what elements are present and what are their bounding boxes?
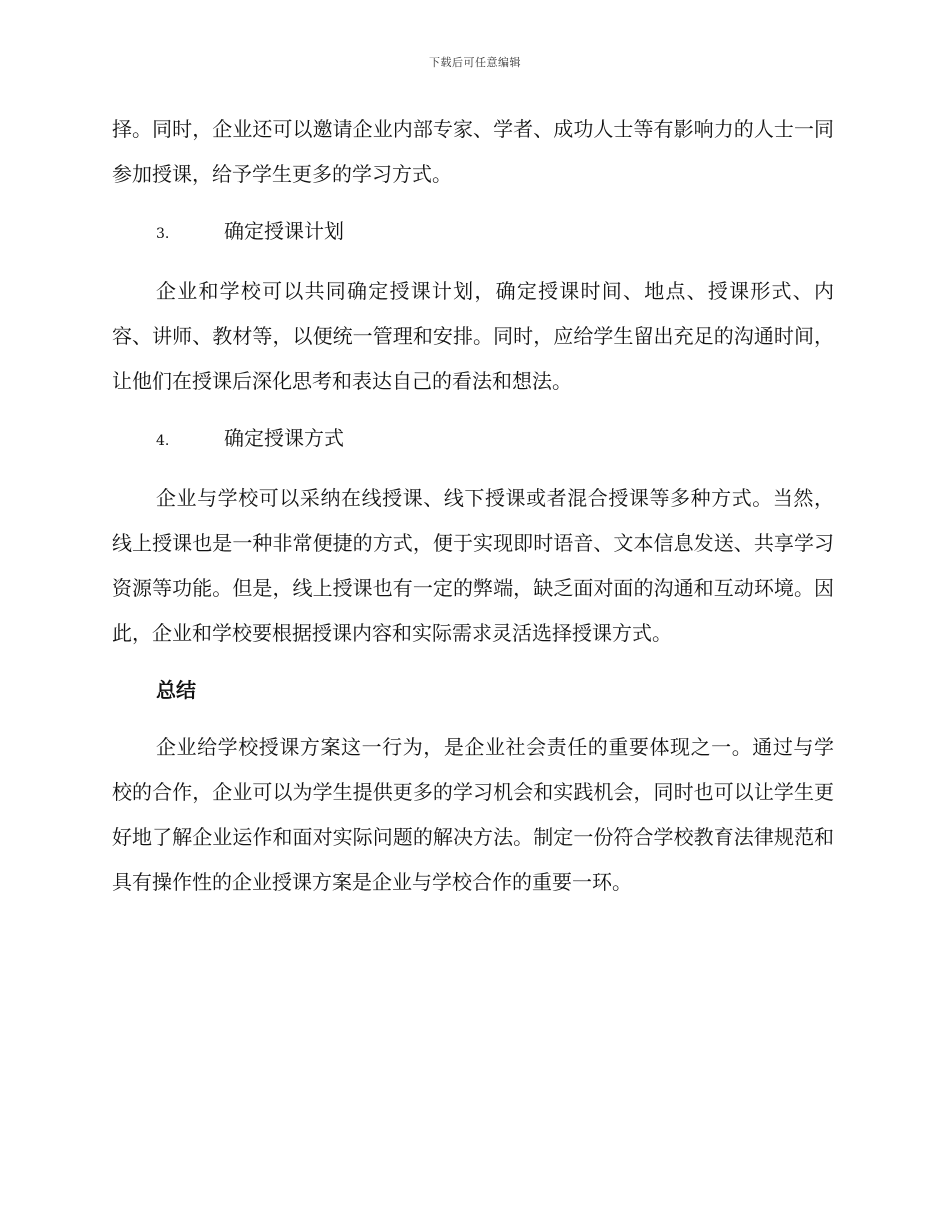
paragraph-teaching-plan: 企业和学校可以共同确定授课计划，确定授课时间、地点、授课形式、内容、讲师、教材等，以便统一管理和安排。同时，应给学生留出充足的沟通时间，让他们在授课后深化思考和表达自己的看法和想法。 [112,279,834,393]
section-heading-4 [112,416,834,464]
paragraph-summary: 企业给学校授课方案这一行为，是企业社会责任的重要体现之一。通过与学校的合作，企业可以为学生提供更多的学习机会和实践机会，同时也可以让学生更好地了解企业运作和面对实际问题的解决方法。制定一份符合学校教育法律规范和具有操作性的企业授课方案是企业与学校合作的重要一环。 [112,735,834,894]
section-number: 4. [156,433,170,449]
summary-heading: 总结 [156,678,196,702]
paragraph-teaching-method: 企业与学校可以采纳在线授课、线下授课或者混合授课等多种方式。当然，线上授课也是一种非常便捷的方式，便于实现即时语音、文本信息发送、共享学习资源等功能。但是，线上授课也有一定的弊端，缺乏面对面的沟通和互动环境。因此，企业和学校要根据授课内容和实际需求灵活选择授课方式。 [112,486,834,645]
page-header: 下载后可任意编辑 [429,56,521,69]
section-heading-title: 确定授课计划 [224,219,344,243]
paragraph-continuation: 择。同时，企业还可以邀请企业内部专家、学者、成功人士等有影响力的人士一同参加授课，给予学生更多的学习方式。 [112,117,834,186]
section-number: 3. [156,226,170,242]
section-heading-3 [112,209,834,257]
document-body [112,107,834,905]
section-heading-title: 确定授课方式 [224,426,344,450]
